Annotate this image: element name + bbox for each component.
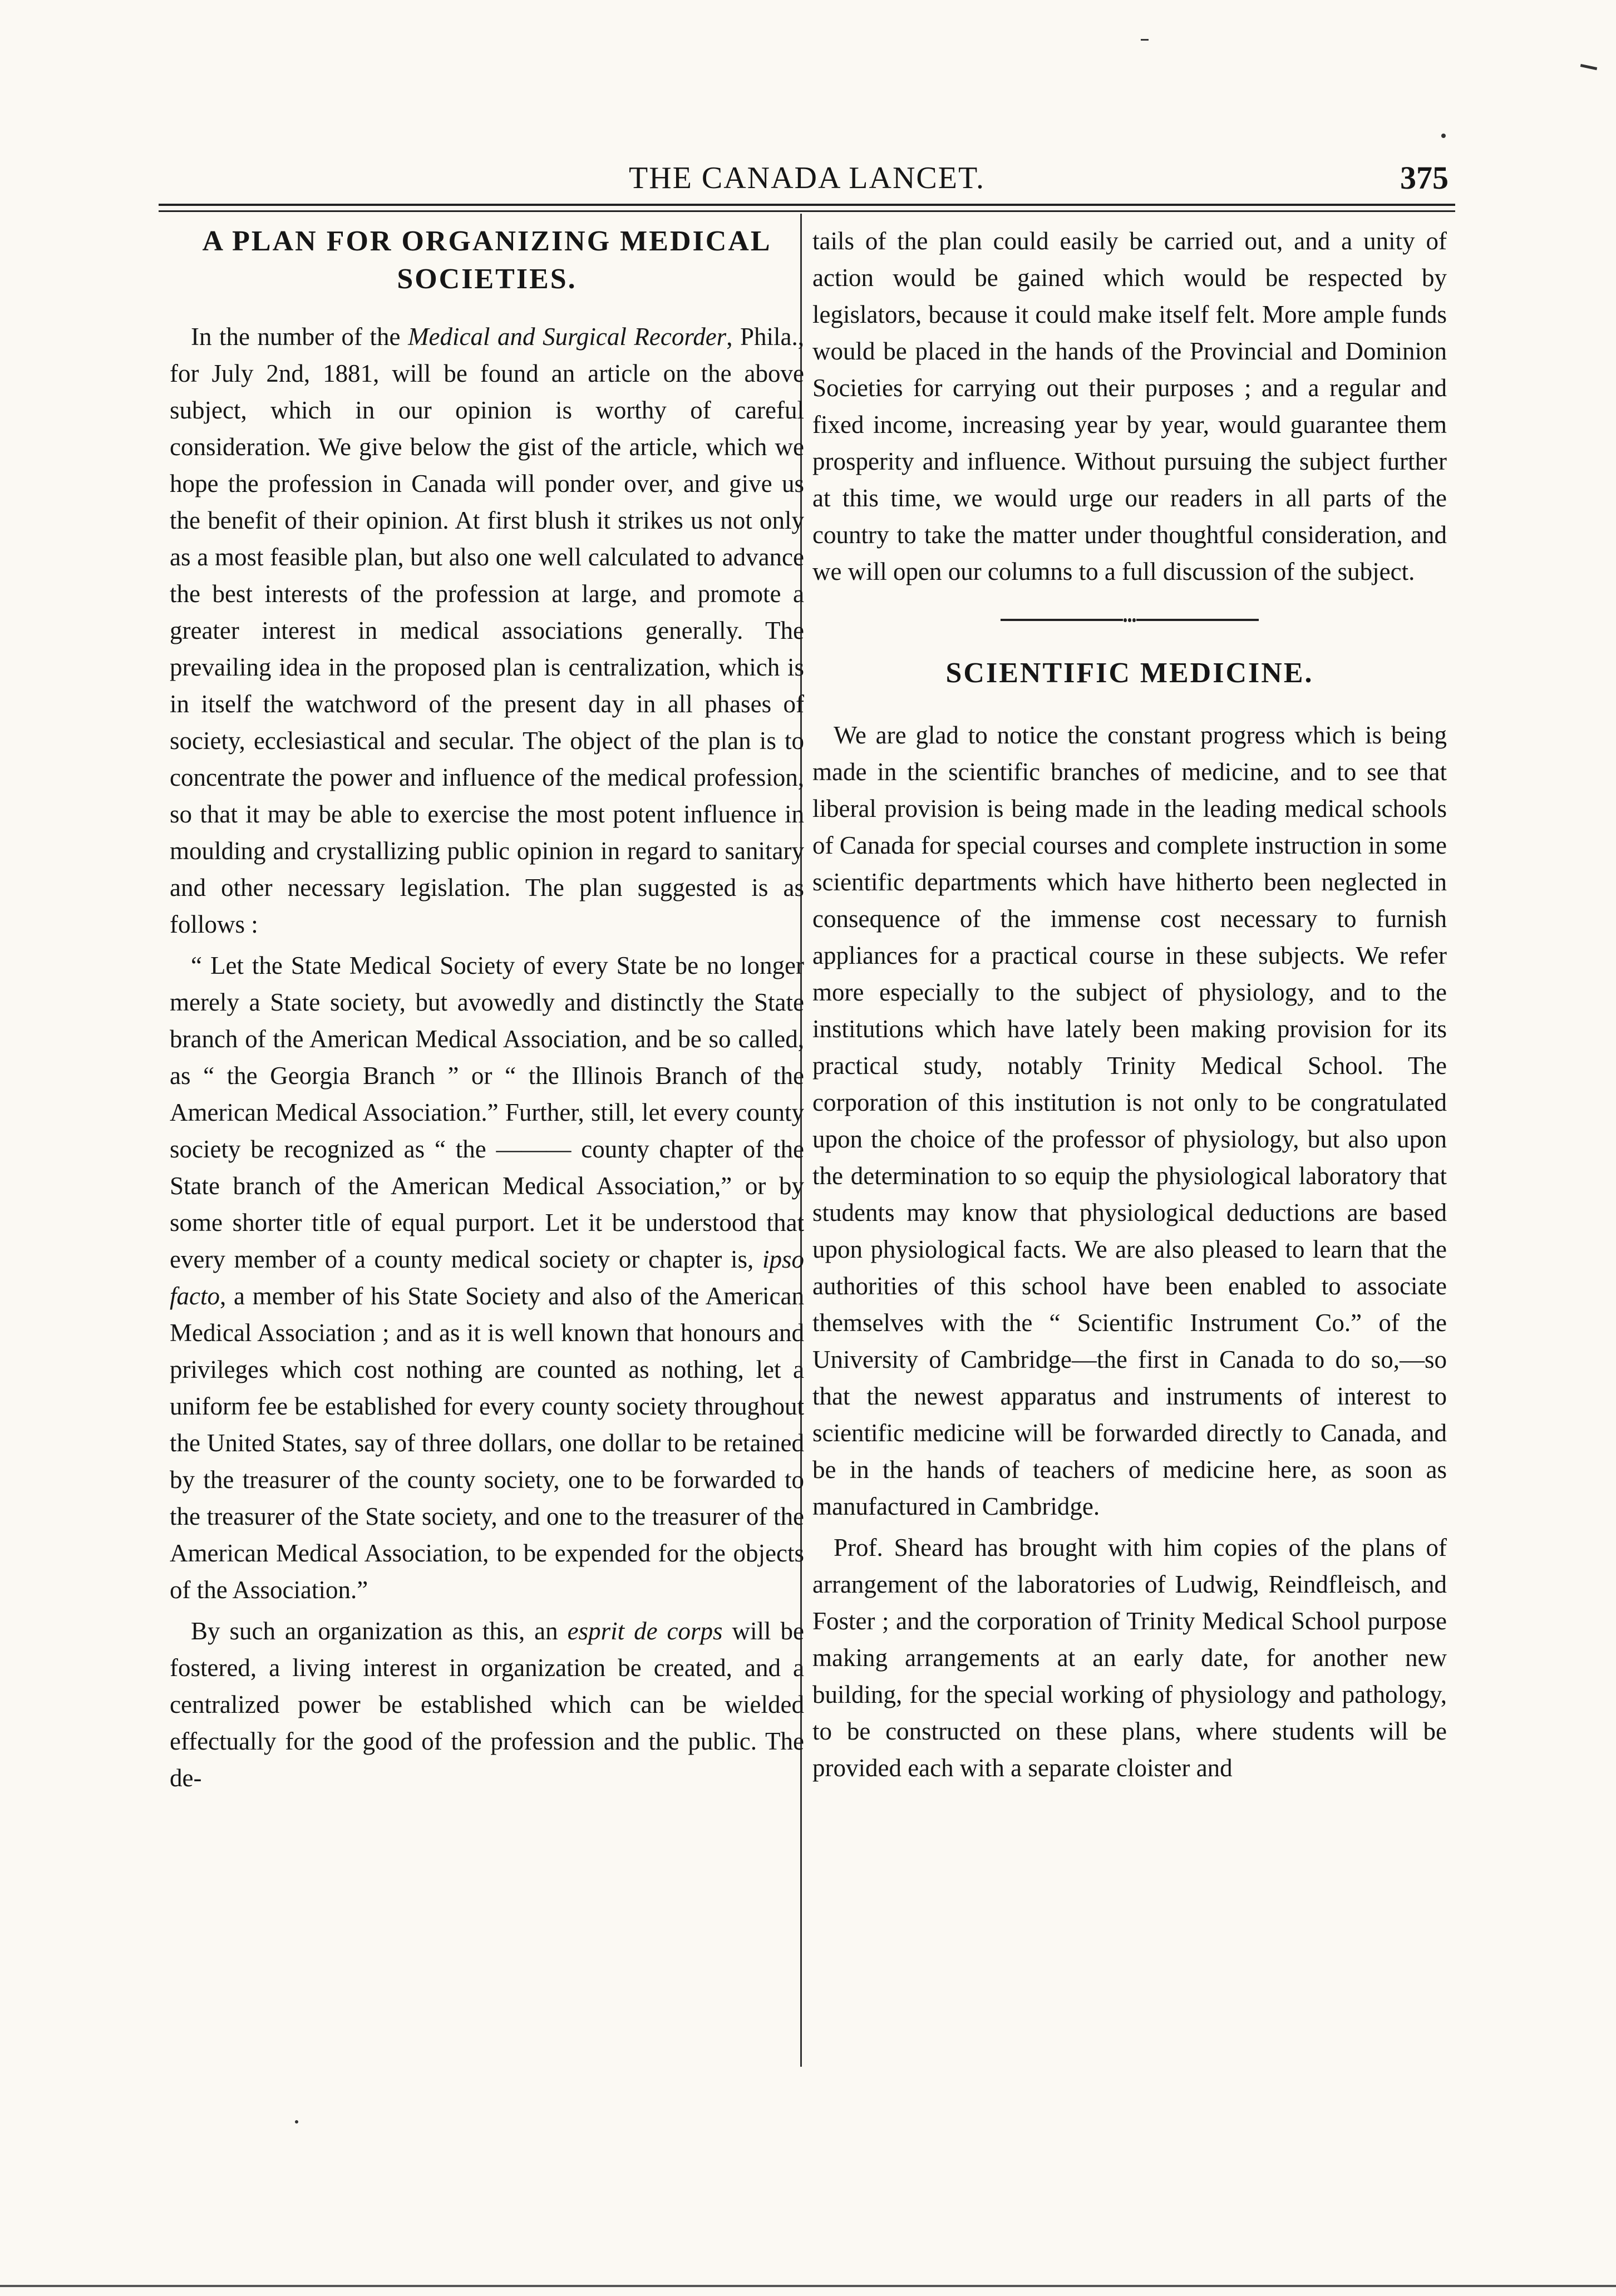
page-number: 375 bbox=[1400, 160, 1449, 196]
italic-ipso-facto: ipso facto bbox=[170, 1245, 804, 1310]
article1-continuation: tails of the plan could easily be carried out, and a unity of action would be gained which would be respected by legislators, because it could make itself felt. More ample funds would be placed in the hands of the Provincial and Dominion Societies for carrying out their purposes ; and a regular and fixed income, increasing year by year, would guarantee them prosperity and influence. Without pursuing the subject further at this time, we would urge our readers in all parts of the country to take the matter under thoughtful consideration, and we will open our columns to a full discussion of the subject. bbox=[812, 227, 1447, 585]
heading-line-2: SOCIETIES. bbox=[397, 263, 577, 295]
stray-mark-corner bbox=[1580, 64, 1597, 70]
article2-paragraph-2: Prof. Sheard has brought with him copies of the plans of arrangement of the laboratories of Ludwig, Reindfleisch, and Foster ; and the corporation of Trinity Medical School purpose making arrangements at an early date, for another new building, for the special working of physiology and pathology, to be constructed on these plans, where students will be provided each with a separate cloister and bbox=[812, 1534, 1447, 1782]
running-head bbox=[159, 157, 1455, 201]
stray-mark-edge bbox=[1441, 134, 1446, 138]
section-separator bbox=[812, 614, 1447, 625]
text-run: will be fostered, a living interest in organization be created, and a centralized power be established which can be wielded effectually for the good of the profession and the public. The de- bbox=[170, 1617, 804, 1792]
article-heading-plan bbox=[170, 223, 804, 298]
journal-title: THE CANADA LANCET. bbox=[628, 161, 986, 195]
article1-paragraph-1 bbox=[170, 318, 804, 943]
header-rule-bottom bbox=[159, 210, 1455, 212]
italic-esprit-de-corps: esprit de corps bbox=[567, 1617, 723, 1645]
separator-ornament-icon bbox=[1123, 616, 1136, 624]
stray-mark-top bbox=[1141, 39, 1149, 41]
right-column bbox=[812, 223, 1447, 1786]
text-run: , Phila., for July 2nd, 1881, will be found an article on the above subject, which in our opinion is worthy of careful consideration. We give below the gist of the article, which we hope the profession in Canada will ponder over, and give us the benefit of their opinion. At first blush it strikes us not only as a most feasible plan, but also one well calculated to advance the best interests of the profession at large, and promote a greater interest in medical associations generally. The prevailing idea in the proposed plan is centralization, which is in itself the watchword of the present day in all phases of society, ecclesiastical and secular. The object of the plan is to concentrate the power and influence of the medical profession, so that it may be able to exercise the most potent influence in moulding and crystallizing public opinion in regard to sanitary and other necessary legislation. The plan suggested is as follows : bbox=[170, 323, 804, 938]
heading-line-1: A PLAN FOR ORGANIZING MEDICAL bbox=[202, 225, 772, 257]
header-rule-top bbox=[159, 204, 1455, 206]
text-run: By such an organization as this, an bbox=[191, 1617, 568, 1645]
article1-paragraph-3 bbox=[170, 1613, 804, 1796]
article2-paragraph-1: We are glad to notice the constant progress which is being made in the scientific branches of medicine, and to see that liberal provision is being made in the leading medical schools of Canada for special courses and complete instruction in some scientific departments which have hitherto been neglected in consequence of the immense cost necessary to furnish appliances for a practical course in these subjects. We refer more especially to the subject of physiology, and to the institutions which have lately been making provision for its practical study, notably Trinity Medical School. The corporation of this institution is not only to be congratulated upon the choice of the professor of physiology, but also upon the determination to so equip the physiological laboratory that students may know that physiological deductions are based upon physiological facts. We are also pleased to learn that the authorities of this school have been enabled to associate themselves with the “ Scientific Instrument Co.” of the University of Cambridge—the first in Canada to do so,—so that the newest apparatus and instruments of interest to scientific medicine will be forwarded directly to Canada, and be in the hands of teachers of medicine here, as soon as manufactured in Cambridge. bbox=[812, 721, 1447, 1520]
text-run: In the number of the bbox=[191, 323, 408, 351]
left-column bbox=[170, 223, 804, 1796]
article1-quote bbox=[170, 947, 804, 1608]
text-run: “ Let the State Medical Society of every State be no longer merely a State society, but avowedly and distinctly the State branch of the American Medical Association, and be so called, as “ the Georgia Branch ” or “ the Illinois Branch of the American Medical Association.” Further, still, let every county society be recognized as “ the ——— county chapter of the State branch of the American Medical Association,” or by some shorter title of equal purport. Let it be understood that every member of a county medical society or chapter is, bbox=[170, 952, 804, 1273]
stray-mark-lower bbox=[295, 2120, 298, 2123]
bottom-edge-line bbox=[0, 2285, 1616, 2287]
text-run: , a member of his State Society and also of the American Medical Association ; and as it is well known that honours and privileges which cost nothing are counted as nothing, let a uniform fee be established for every county society throughout the United States, say of three dollars, one dollar to be retained by the treasurer of the county society, one to be forwarded to the treasurer of the State society, and one to the treasurer of the American Medical Association, to be expended for the objects of the Association.” bbox=[170, 1282, 804, 1604]
journal-name: Medical and Surgical Recorder bbox=[408, 323, 727, 351]
separator-line-left bbox=[1001, 619, 1123, 621]
separator-line-right bbox=[1136, 619, 1259, 621]
article-heading-scientific-medicine: SCIENTIFIC MEDICINE. bbox=[945, 657, 1314, 689]
